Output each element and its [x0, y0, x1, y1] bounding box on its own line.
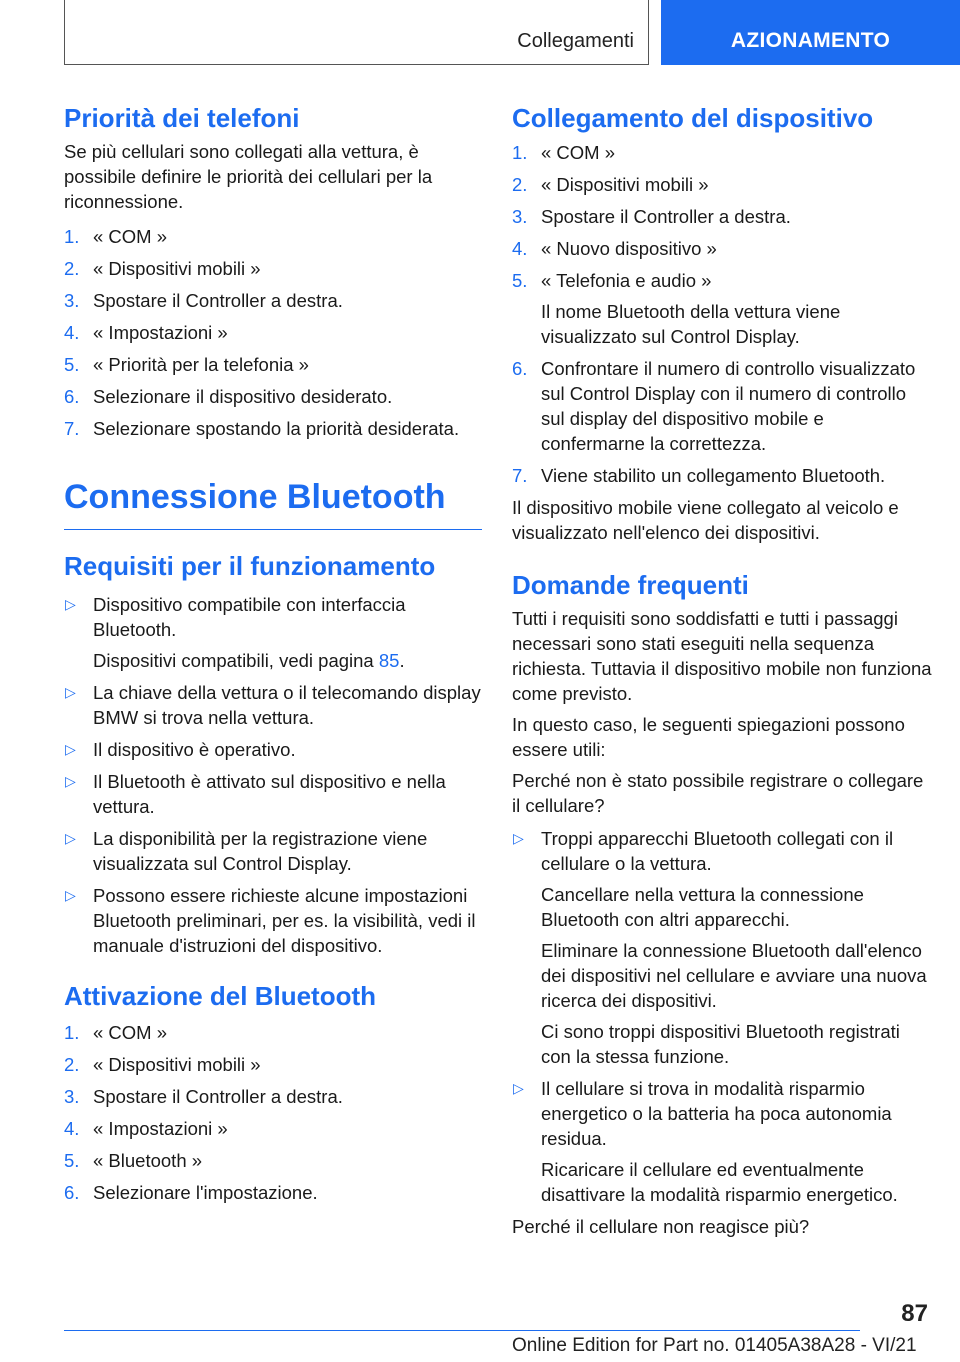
connect-heading: Collegamento del dispositivo	[512, 103, 874, 133]
list-item: 3. Spostare il Controller a destra.	[512, 206, 791, 227]
left-column	[64, 100, 482, 1212]
list-item: 5. « Bluetooth »	[64, 1150, 203, 1171]
list-item: 4. « Impostazioni »	[64, 322, 228, 343]
triangle-bullet-icon: ▷	[513, 830, 524, 846]
list-item: ▷ La chiave della vettura o il telecomando display BMW si trova nella vettura.	[65, 682, 481, 728]
list-item: 7. Viene stabilito un collegamento Bluetooth.	[512, 465, 886, 486]
list-item: ▷ Il cellulare si trova in modalità risparmio energetico o la batteria ha poca autonomia residua. Ricaricare il cellulare ed eventualmente disattivare la modalità risparmio energetico.	[513, 1078, 898, 1205]
triangle-bullet-icon: ▷	[65, 684, 76, 700]
header-chapter-tab	[661, 0, 960, 65]
list-item: 1. « COM »	[64, 1022, 168, 1043]
list-item: 3. Spostare il Controller a destra.	[64, 290, 343, 311]
activation-steps	[64, 1020, 482, 1205]
faq-paragraph-2: In questo caso, le seguenti spiegazioni possono essere utili:	[512, 714, 905, 760]
footer-edition: Online Edition for Part no. 01405A38A28 - VI/21	[512, 1335, 917, 1356]
triangle-bullet-icon: ▷	[65, 596, 76, 612]
faq-list	[512, 826, 932, 1207]
list-item: 3. Spostare il Controller a destra.	[64, 1086, 343, 1107]
list-item: 4. « Impostazioni »	[64, 1118, 228, 1139]
requirements-list	[64, 592, 482, 958]
list-item: 1. « COM »	[512, 142, 616, 163]
triangle-bullet-icon: ▷	[513, 1080, 524, 1096]
priority-heading: Priorità dei telefoni	[64, 103, 300, 133]
list-item: 6. Selezionare l'impostazione.	[64, 1182, 318, 1203]
page-number: 87	[901, 1300, 928, 1327]
priority-steps	[64, 224, 482, 441]
list-item: 4. « Nuovo dispositivo »	[512, 238, 717, 259]
activation-heading: Attivazione del Bluetooth	[64, 981, 376, 1011]
list-item: ▷ La disponibilità per la registrazione viene visualizzata sul Control Display.	[65, 828, 428, 874]
faq-heading: Domande frequenti	[512, 570, 749, 600]
triangle-bullet-icon: ▷	[65, 887, 76, 903]
list-item: 5. « Priorità per la telefonia »	[64, 354, 309, 375]
list-item: ▷ Dispositivo compatibile con interfaccia Bluetooth. Dispositivi compatibili, vedi pagina 85.	[65, 594, 406, 671]
triangle-bullet-icon: ▷	[65, 741, 76, 757]
list-item: 1. « COM »	[64, 226, 168, 247]
list-item: ▷ Il dispositivo è operativo.	[65, 739, 296, 760]
requirements-heading: Requisiti per il funzionamento	[64, 551, 436, 581]
list-item: 6. Selezionare il dispositivo desiderato.	[64, 386, 393, 407]
connect-steps	[512, 140, 932, 488]
list-item: 5. « Telefonia e audio » Il nome Bluetooth della vettura viene visualizzato sul Control Display.	[512, 270, 841, 347]
bluetooth-heading: Connessione Bluetooth	[64, 475, 482, 530]
faq-question-1: Perché non è stato possibile registrare o collegare il cellulare?	[512, 770, 924, 816]
faq-question-2: Perché il cellulare non reagisce più?	[512, 1216, 810, 1237]
page-link[interactable]: 85	[378, 650, 400, 671]
priority-intro: Se più cellulari sono collegati alla vettura, è possibile definire le priorità dei cellulari per la riconnessione.	[64, 141, 433, 212]
list-item: ▷ Il Bluetooth è attivato sul dispositivo e nella vettura.	[65, 771, 446, 817]
triangle-bullet-icon: ▷	[65, 830, 76, 846]
list-item: 2. « Dispositivi mobili »	[64, 258, 261, 279]
faq-paragraph-1: Tutti i requisiti sono soddisfatti e tutti i passaggi necessari sono stati eseguiti nella sequenza richiesta. Tuttavia il dispositivo mobile non funziona come previsto.	[512, 608, 932, 704]
list-item: ▷ Possono essere richieste alcune impostazioni Bluetooth preliminari, per es. la visibilità, vedi il manuale d'istruzioni del dispositivo.	[65, 885, 476, 956]
right-column	[512, 100, 932, 1239]
connect-outro: Il dispositivo mobile viene collegato al veicolo e visualizzato nell'elenco dei dispositivi.	[512, 497, 899, 543]
list-item: 2. « Dispositivi mobili »	[512, 174, 709, 195]
header-section-tab	[64, 0, 649, 65]
list-item: 7. Selezionare spostando la priorità desiderata.	[64, 418, 460, 439]
triangle-bullet-icon: ▷	[65, 773, 76, 789]
list-item: 2. « Dispositivi mobili »	[64, 1054, 261, 1075]
header-chapter-label: AZIONAMENTO	[730, 29, 891, 52]
footer-divider	[64, 1330, 860, 1331]
list-item: 6. Confrontare il numero di controllo visualizzato sul Control Display con il numero di controllo sul display del dispositivo mobile e confermarne la correttezza.	[512, 358, 916, 454]
list-item: ▷ Troppi apparecchi Bluetooth collegati con il cellulare o la vettura. Cancellare nella vettura la connessione Bluetooth con altri apparecchi. Eliminare la connessione Bluetooth dall'elenco dei dispositivi nel cellulare e avviare una nuova ricerca dei dispositivi. Ci sono troppi dispositivi Bluetooth registrati con la stessa funzione.	[513, 828, 927, 1067]
header-section-label: Collegamenti	[517, 30, 634, 52]
